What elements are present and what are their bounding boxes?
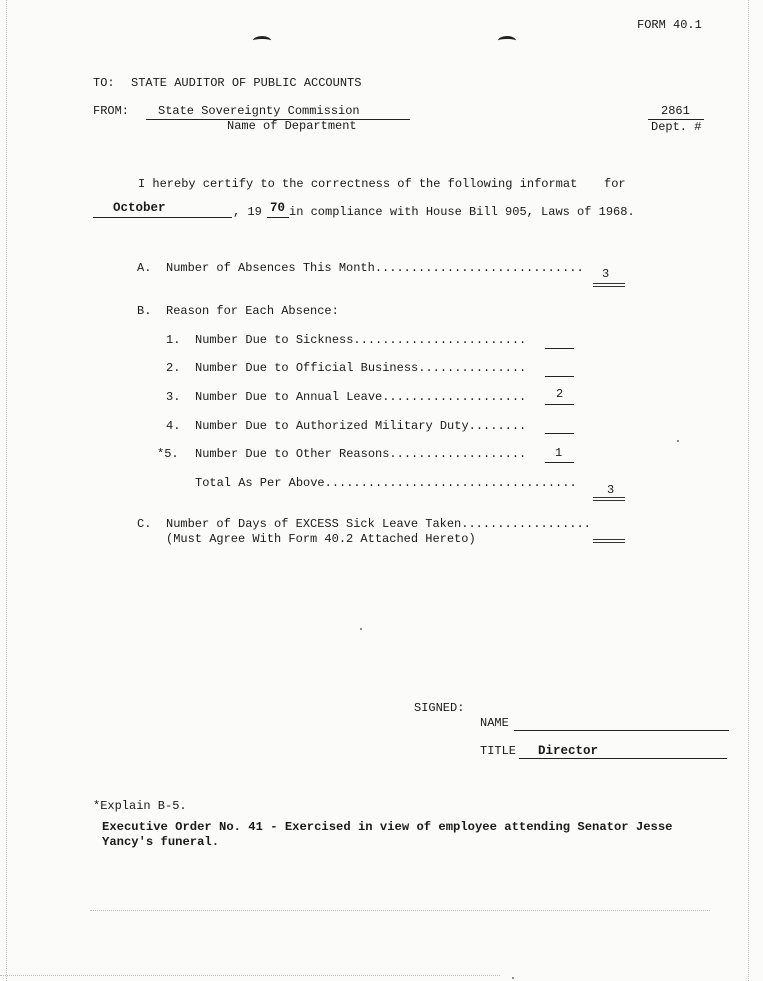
- to-recipient: STATE AUDITOR OF PUBLIC ACCOUNTS: [131, 76, 362, 90]
- certify-text: I hereby certify to the correctness of the following informat: [138, 177, 578, 191]
- item-4-number: 4.: [166, 419, 181, 433]
- name-signature-line: [514, 730, 729, 731]
- total-label: Total As Per Above...................................: [195, 476, 577, 490]
- item-2-underline: [545, 376, 574, 377]
- form-number: FORM 40.1: [637, 18, 702, 32]
- section-c-double-rule: [593, 539, 625, 543]
- item-2-number: 2.: [166, 361, 181, 375]
- section-a-value: 3: [602, 267, 610, 281]
- title-label: TITLE: [480, 744, 517, 758]
- month-underline: [93, 217, 232, 218]
- explain-line-1: Executive Order No. 41 - Exercised in view of employee attending Senator Jesse: [102, 820, 673, 834]
- section-b-label: Reason for Each Absence:: [166, 304, 339, 318]
- department-name: State Sovereignty Commission: [158, 104, 360, 118]
- section-c-label-line2: (Must Agree With Form 40.2 Attached Hereto): [166, 532, 476, 546]
- item-4-label: Number Due to Authorized Military Duty........: [195, 419, 527, 433]
- scan-artifact-line: [90, 910, 710, 911]
- item-3-value: 2: [556, 387, 564, 401]
- total-value: 3: [607, 483, 615, 497]
- year-prefix: , 19: [233, 205, 262, 219]
- from-label: FROM:: [93, 104, 130, 118]
- scan-edge-bottom: [0, 975, 500, 976]
- section-a-letter: A.: [137, 261, 152, 275]
- scan-edge-left: [6, 0, 7, 981]
- item-1-underline: [545, 348, 574, 349]
- certify-end: for: [604, 177, 626, 191]
- year-suffix: 70: [270, 201, 286, 215]
- item-5-number: *5.: [157, 447, 179, 461]
- year-underline: [267, 217, 289, 218]
- to-label: TO:: [93, 76, 115, 90]
- title-line: [519, 758, 727, 759]
- item-3-number: 3.: [166, 390, 181, 404]
- scan-speck: [360, 628, 362, 630]
- scan-speck: [512, 977, 514, 979]
- title-value: Director: [538, 744, 599, 758]
- section-c-letter: C.: [137, 517, 152, 531]
- dept-caption: Dept. #: [651, 120, 702, 134]
- item-1-number: 1.: [166, 333, 181, 347]
- item-5-underline: [545, 462, 574, 463]
- name-label: NAME: [480, 716, 509, 730]
- staple-mark-left: [253, 36, 271, 45]
- scan-speck: [677, 440, 679, 442]
- section-a-label: Number of Absences This Month.............................: [166, 261, 584, 275]
- dept-number: 2861: [661, 104, 690, 118]
- section-b-letter: B.: [137, 304, 152, 318]
- scan-edge-right: [748, 0, 749, 981]
- item-5-label: Number Due to Other Reasons...................: [195, 447, 527, 461]
- compliance-text: in compliance with House Bill 905, Laws of 1968.: [289, 205, 635, 219]
- item-4-underline: [545, 433, 574, 434]
- explain-line-2: Yancy's funeral.: [102, 835, 220, 849]
- signed-label: SIGNED:: [414, 701, 465, 715]
- item-2-label: Number Due to Official Business...............: [195, 361, 527, 375]
- department-caption: Name of Department: [227, 119, 357, 133]
- item-3-underline: [545, 404, 574, 405]
- total-double-rule: [593, 497, 625, 501]
- item-5-value: 1: [555, 446, 563, 460]
- section-a-double-rule: [593, 283, 625, 287]
- staple-mark-right: [498, 36, 516, 45]
- item-3-label: Number Due to Annual Leave....................: [195, 390, 527, 404]
- item-1-label: Number Due to Sickness........................: [195, 333, 527, 347]
- explain-label: *Explain B-5.: [93, 799, 187, 813]
- month-value: October: [113, 201, 166, 215]
- section-c-label-line1: Number of Days of EXCESS Sick Leave Taken..................: [166, 517, 591, 531]
